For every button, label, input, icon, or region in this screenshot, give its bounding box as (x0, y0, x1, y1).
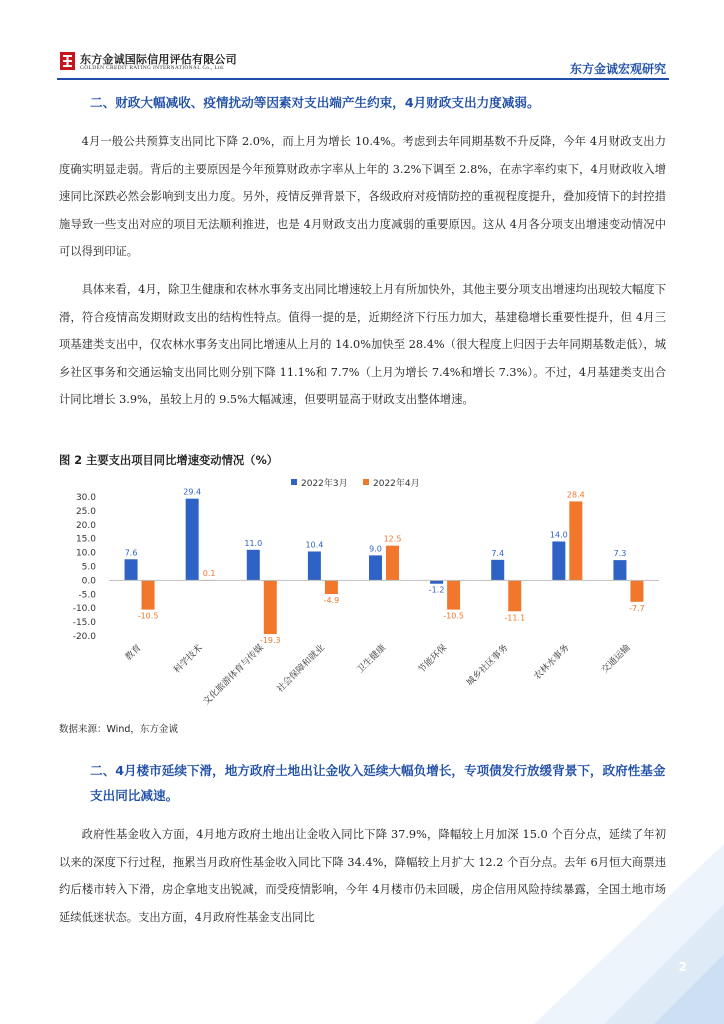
x-category-label-0: 教育 (123, 643, 144, 663)
company-logo-icon (60, 52, 75, 70)
legend-swatch-1 (363, 479, 369, 485)
section-heading-fiscal-spending: 二、财政大幅减收、疫情扰动等因素对支出端产生约束，4月财政支出力度减弱。 (90, 95, 540, 110)
bar-1-8 (630, 580, 643, 601)
legend-swatch-0 (291, 479, 297, 485)
data-label-1-7: 28.4 (566, 490, 585, 500)
data-label-0-3: 10.4 (305, 540, 324, 550)
bar-1-7 (569, 501, 582, 580)
x-category-label-1: 科学技术 (172, 643, 205, 676)
data-label-1-5: -10.5 (443, 611, 464, 621)
y-tick-label: -20.0 (72, 632, 96, 642)
legend-label-0: 2022年3月 (301, 479, 348, 489)
data-label-1-0: -10.5 (137, 611, 159, 621)
x-category-label-2: 文化旅游体育与传媒 (201, 643, 266, 708)
bar-1-2 (264, 580, 277, 634)
bar-0-6 (491, 560, 504, 581)
bar-1-6 (508, 580, 521, 611)
chart-value-labels (125, 488, 645, 645)
x-category-label-8: 交通运输 (600, 643, 633, 676)
page-number: 2 (678, 960, 687, 974)
data-label-1-8: -7.7 (629, 603, 645, 613)
bar-0-3 (308, 551, 321, 580)
data-label-0-1: 29.4 (183, 487, 202, 497)
company-name-cn: 东方金诚国际信用评估有限公司 (80, 53, 237, 66)
bar-1-5 (447, 580, 460, 609)
bar-0-1 (186, 499, 199, 581)
data-label-0-2: 11.0 (244, 538, 263, 548)
chart-y-axis (73, 493, 97, 642)
data-label-0-7: 14.0 (549, 530, 568, 540)
y-tick-label: 15.0 (75, 534, 96, 545)
data-label-0-5: -1.2 (428, 585, 445, 595)
bar-0-8 (613, 560, 626, 580)
data-label-0-0: 7.6 (124, 548, 138, 558)
figure-title: 图 2 主要支出项目同比增速变动情况（%） (59, 454, 279, 467)
legend-label-1: 2022年4月 (373, 479, 420, 489)
y-tick-label: 20.0 (75, 520, 96, 531)
data-label-0-8: 7.3 (613, 549, 627, 559)
header-divider (57, 78, 669, 80)
bar-0-2 (247, 550, 260, 581)
chart-legend (291, 477, 420, 489)
corner-decoration (494, 784, 724, 1024)
chart-x-axis (109, 580, 659, 707)
data-label-0-4: 9.0 (369, 544, 382, 554)
x-category-label-7: 农林水事务 (532, 643, 572, 682)
y-tick-label: -5.0 (78, 590, 96, 601)
data-label-1-3: -4.9 (323, 596, 340, 606)
paragraph-spending-overview: 4月一般公共预算支出同比下降 2.0%，而上月为增长 10.4%。考虑到去年同期基数不升反降，今年 4月财政支出力度确实明显走弱。背后的主要原因是今年预算财政赤字率从上年的 3.2%下调至 2.8%，在赤字率约束下，4月财政收入增速同比深跌必然会影响到支出力度。另外，疫情反弹背景下，各级政府对疫情防控的重视程度提升，叠加疫情下的封控措施导致一些支出对应的项目无法顺利推进，也是 4月财政支出力度减弱的重要原因。这从 4月各分项支出增速变动情况中可以得到印证。 (59, 135, 666, 259)
report-series-title: 东方金诚宏观研究 (569, 62, 666, 76)
section-heading-government-fund: 二、4月楼市延续下滑，地方政府土地出让金收入延续大幅负增长，专项债发行放缓背景下，政府性基金支出同比减速。 (90, 763, 666, 803)
bar-0-7 (552, 541, 565, 580)
data-label-1-2: -19.3 (259, 636, 281, 646)
y-tick-label: 25.0 (75, 506, 96, 517)
data-label-1-6: -11.1 (504, 613, 526, 623)
bar-0-4 (369, 555, 382, 580)
bar-0-0 (125, 559, 138, 580)
y-tick-label: -15.0 (72, 618, 96, 629)
paragraph-land-revenue: 政府性基金收入方面，4月地方政府土地出让金收入同比下降 37.9%，降幅较上月加深 15.0 个百分点，延续了年初以来的深度下行过程，拖累当月政府性基金收入同比下降 34.4%，降幅较上月扩大 12.2 个百分点。去年 6月恒大商票违约后楼市转入下滑，房企拿地支出锐减，而受疫情影响，今年 4月楼市仍未回暖，房企信用风险持续暴露，全国土地市场延续低迷状态。支出方面，4月政府性基金支出同比 (59, 828, 666, 924)
y-tick-label: 5.0 (81, 562, 96, 573)
paragraph-spending-breakdown: 具体来看，4月，除卫生健康和农林水事务支出同比增速较上月有所加快外，其他主要分项支出增速均出现较大幅度下滑，符合疫情高发期财政支出的结构性特点。值得一提的是，近期经济下行压力加大，基建稳增长重要性提升，但 4月三项基建类支出中，仅农林水事务支出同比增速从上月的 14.0%加快至 28.4%（很大程度上归因于去年同期基数走低），城乡社区事务和交通运输支出同比则分别下降 11.1%和 7.7%（上月为增长 7.4%和增长 7.3%）。不过，4月基建类支出合计同比增长 3.9%，虽较上月的 9.5%大幅减速，但要明显高于财政支出整体增速。 (59, 283, 666, 407)
company-name-en: GOLDEN CREDIT RATING INTERNATIONAL Co., Ltd. (80, 65, 225, 71)
page-header (0, 0, 724, 78)
bar-1-0 (142, 580, 155, 609)
y-tick-label: 30.0 (75, 493, 96, 503)
bar-0-5 (430, 580, 443, 583)
expenditure-growth-bar-chart (59, 470, 669, 710)
data-label-0-6: 7.4 (491, 548, 505, 558)
y-tick-label: 0.0 (81, 576, 96, 587)
x-category-label-5: 节能环保 (416, 643, 450, 676)
x-category-label-4: 卫生健康 (355, 643, 389, 676)
figure-source: 数据来源：Wind，东方金诚 (59, 724, 178, 735)
data-label-1-4: 12.5 (383, 534, 402, 544)
chart-bars (125, 499, 644, 634)
x-category-label-3: 社会保障和就业 (275, 643, 328, 695)
data-label-1-1: 0.1 (202, 569, 216, 579)
bar-1-4 (386, 546, 399, 581)
x-category-label-6: 城乡社区事务 (465, 643, 511, 689)
y-tick-label: 10.0 (75, 548, 96, 559)
y-tick-label: -10.0 (72, 604, 96, 615)
bar-1-3 (325, 580, 338, 594)
